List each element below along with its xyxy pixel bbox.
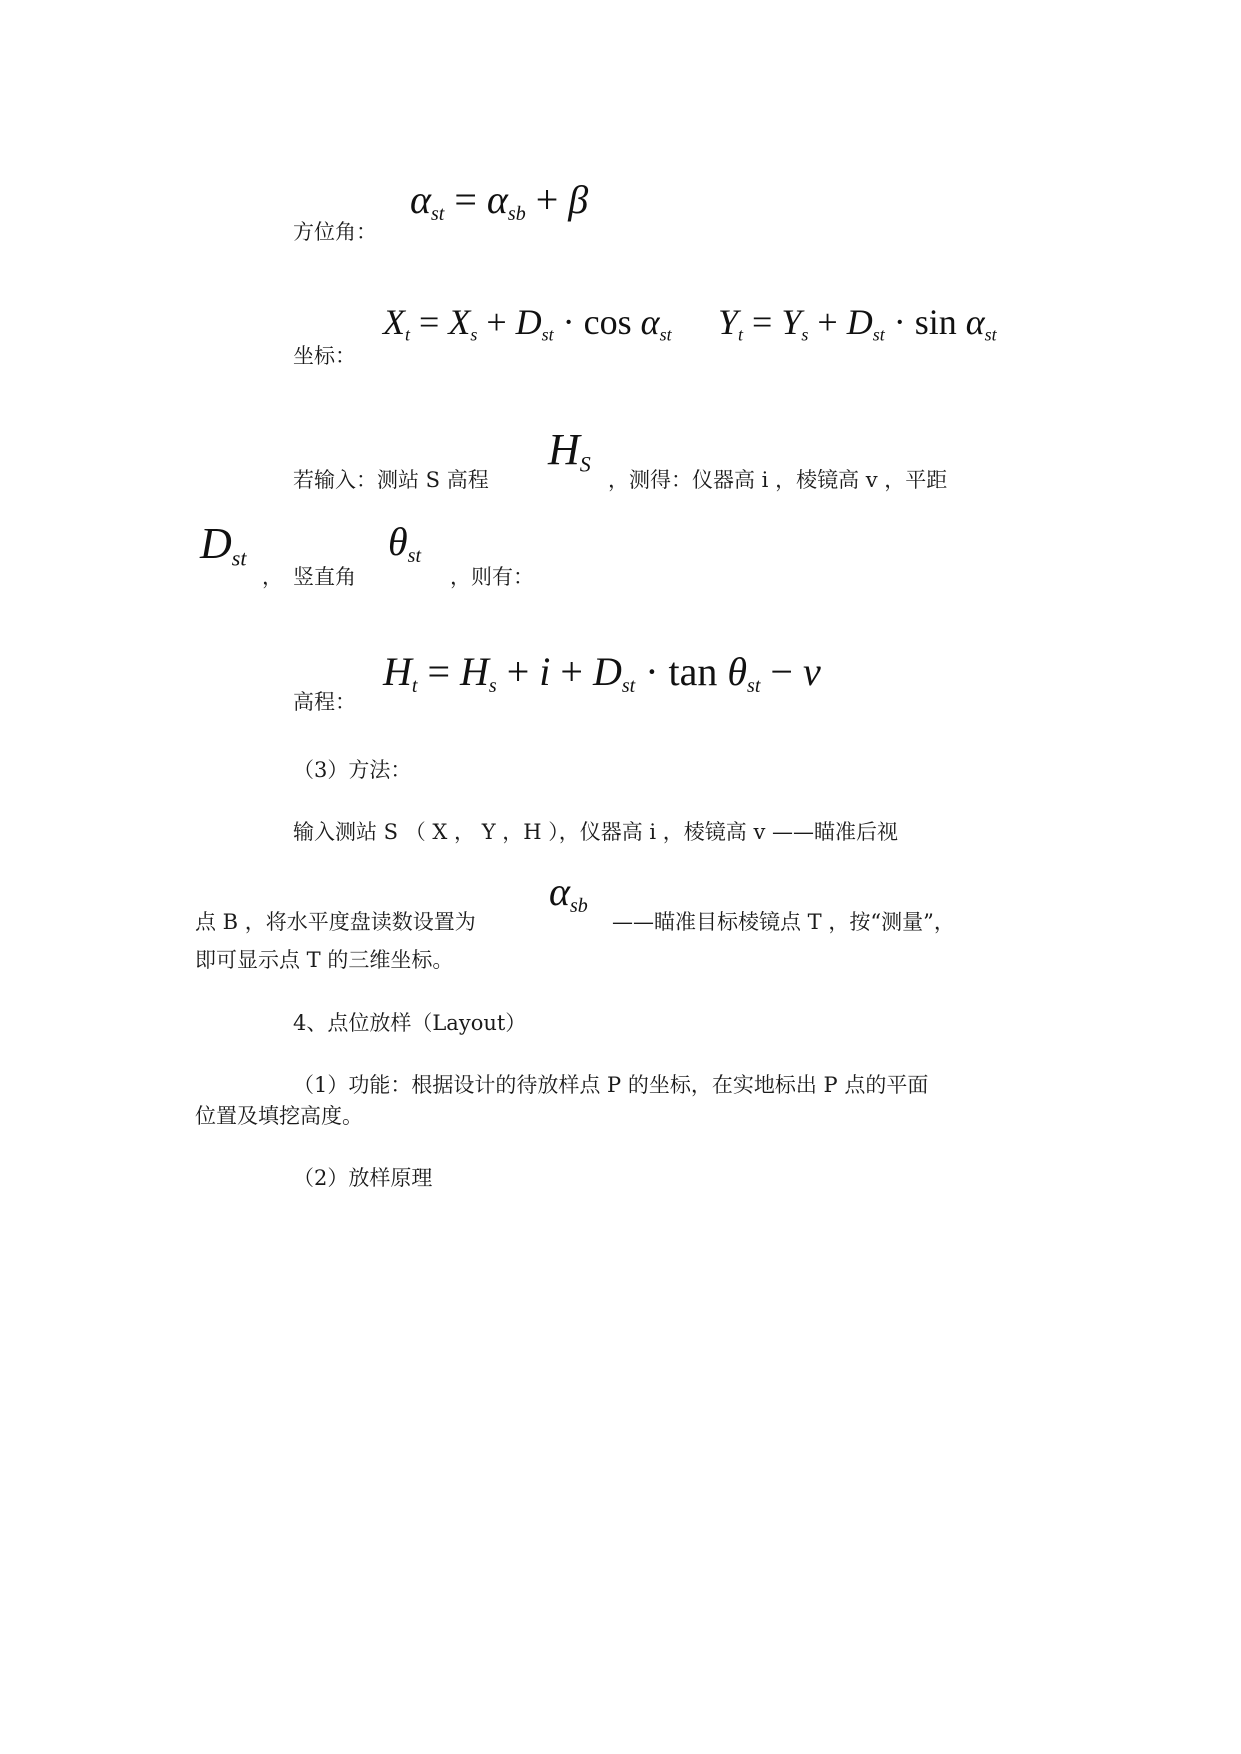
elevation-formula: $H_t = H_s + i + D_{st} \cdot \tan \theta_{st} - v$ (383, 649, 821, 697)
method-heading: （3）方法： (293, 758, 412, 782)
elevation-label: 高程： (293, 690, 356, 714)
input-line: 若输入：测站 S 高程 (293, 468, 489, 492)
hs-symbol: $H_S$ (548, 425, 591, 477)
input-line-cont: ，测得：仪器高 i ，棱镜高 v ，平距 (608, 468, 948, 492)
method-line-2a: 点 B ，将水平度盘读数设置为 (195, 910, 476, 934)
comma-1: ， (262, 565, 283, 589)
vertical-angle-label: 竖直角 (293, 565, 356, 589)
coord-label: 坐标： (293, 344, 356, 368)
then-label: ，则有： (450, 565, 534, 589)
function-line-2: 位置及填挖高度。 (195, 1104, 363, 1128)
dst-symbol: $D_{st}$ (200, 519, 247, 571)
method-line-1: 输入测站 S （ X ， Y ，H ），仪器高 i ，棱镜高 v ——瞄准后视 (293, 820, 899, 844)
section-heading: 4、点位放样（Layout） (293, 1011, 527, 1035)
bearing-label: 方位角： (293, 220, 377, 244)
y-coord-formula: $Y_t = Y_s + D_{st} \cdot \sin \alpha_{st}$ (718, 302, 997, 345)
principle-heading: （2）放样原理 (293, 1166, 433, 1190)
x-coord-formula: $X_t = X_s + D_{st} \cdot \cos \alpha_{st}$ (383, 302, 672, 345)
theta-symbol: $\theta_{st}$ (388, 519, 421, 567)
method-line-2b: ——瞄准目标棱镜点 T ，按“测量”， (612, 910, 955, 934)
alpha-sb-symbol: $\alpha_{sb}$ (549, 869, 588, 917)
bearing-formula: $\alpha_{st} = \alpha_{sb} + \beta$ (410, 177, 589, 225)
function-line-1: （1）功能：根据设计的待放样点 P 的坐标，在实地标出 P 点的平面 (293, 1073, 929, 1097)
method-line-3: 即可显示点 T 的三维坐标。 (195, 948, 454, 972)
